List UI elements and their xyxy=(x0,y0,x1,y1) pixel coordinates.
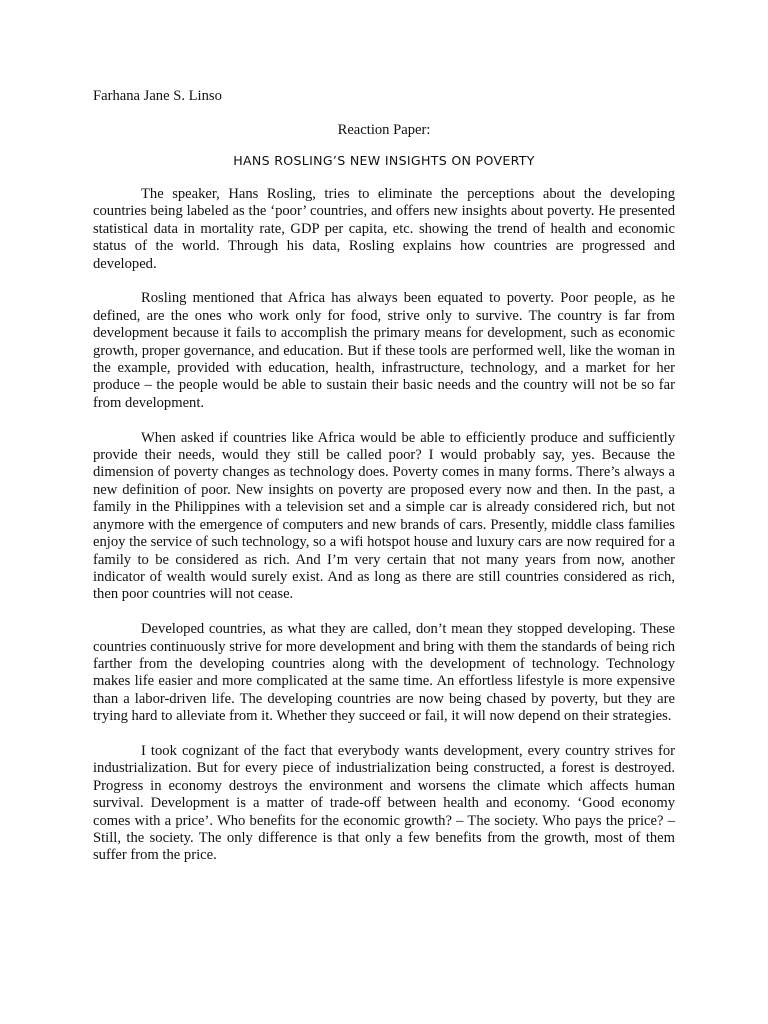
paragraph: The speaker, Hans Rosling, tries to eliminate the perceptions about the developing countries being labeled as the ‘poor’ countries, and offers new insights about poverty. He presented statistical data in mortality rate, GDP per capita, etc. showing the trend of health and economic status of the world. Through his data, Rosling explains how countries are progressed and developed. xyxy=(93,186,675,272)
paper-title: HANS ROSLING’S NEW INSIGHTS ON POVERTY xyxy=(233,153,535,168)
paragraph: Developed countries, as what they are called, don’t mean they stopped developing. These countries continuously strive for more development and bring with them the standards of being rich farther from the developing countries along with the development of technology. Technology makes life easier and more complicated at the same time. An effortless lifestyle is more expensive than a labor-driven life. The developing countries are now being chased by poverty, but they are trying hard to alleviate from it. Whether they succeed or fail, it will now depend on their strategies. xyxy=(93,621,675,725)
author-name: Farhana Jane S. Linso xyxy=(93,88,222,104)
paragraph: I took cognizant of the fact that everybody wants development, every country strives for industrialization. But for every piece of industrialization being constructed, a forest is destroyed. Progress in economy destroys the environment and worsens the climate which affects human survival. Development is a matter of trade-off between health and economy. ‘Good economy comes with a price’. Who benefits for the economic growth? – The society. Who pays the price? – Still, the society. The only difference is that only a few benefits from the growth, most of them suffer from the price. xyxy=(93,742,675,864)
paper-heading: Reaction Paper: xyxy=(337,122,431,138)
paragraph: Rosling mentioned that Africa has always been equated to poverty. Poor people, as he defined, are the ones who work only for food, strive only to survive. The country is far from development because it fails to accomplish the primary means for development, such as economic growth, proper governance, and education. But if these tools are performed well, like the woman in the example, provided with education, health, infrastructure, technology, and a market for her produce – the people would be able to sustain their basic needs and the country will not be so far from development. xyxy=(93,290,675,411)
paragraph: When asked if countries like Africa would be able to efficiently produce and sufficiently provide their needs, would they still be called poor? I would probably say, yes. Because the dimension of poverty changes as technology does. Poverty comes in many forms. There’s always a new definition of poor. New insights on poverty are proposed every now and then. In the past, a family in the Philippines with a television set and a simple car is already considered rich, but not anymore with the emergence of computers and new brands of cars. Presently, middle class families enjoy the service of such technology, so a wifi hotspot house and luxury cars are now required for a family to be considered as rich. And I’m very certain that not many years from now, another indicator of wealth would surely exist. And as long as there are still countries considered as rich, then poor countries will not cease. xyxy=(93,429,675,603)
body-text xyxy=(93,186,675,882)
